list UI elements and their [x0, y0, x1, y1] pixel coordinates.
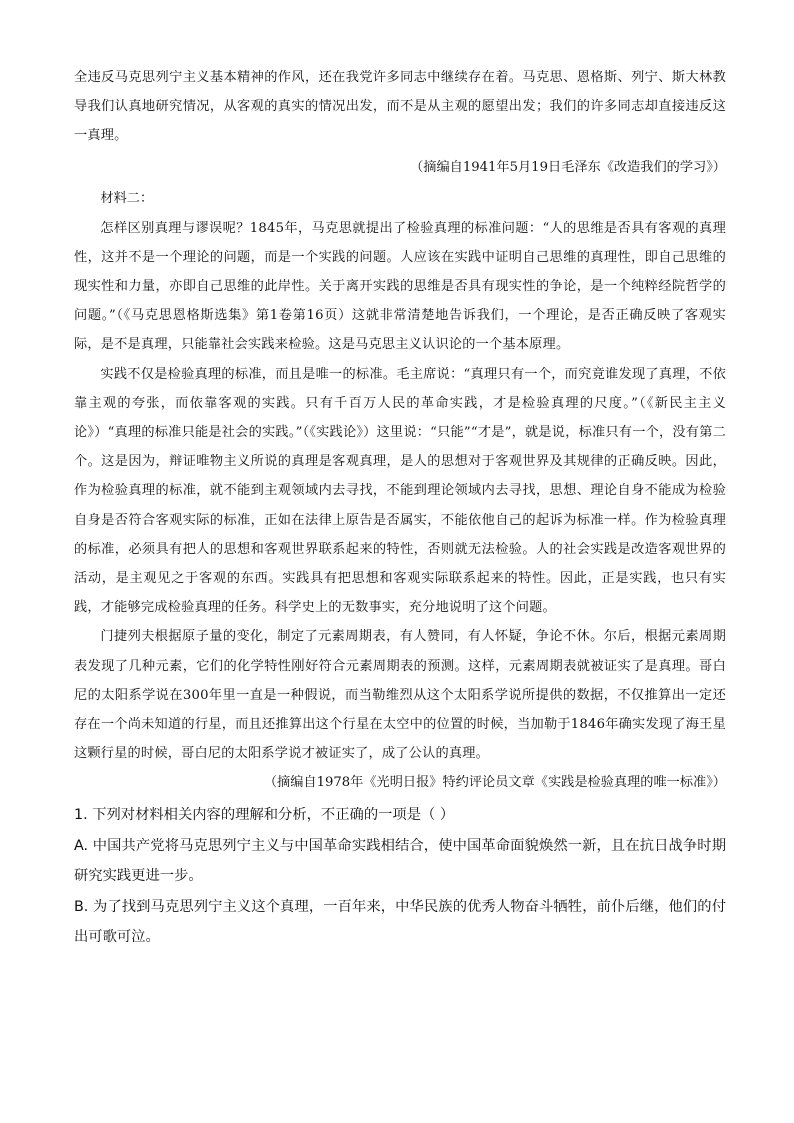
material2-paragraph-1: 怎样区别真理与谬误呢？1845年，马克思就提出了检验真理的标准问题：“人的思维是否具有客观的真理性，这并不是一个理论的问题，而是一个实践的问题。人应该在实践中证明自己思维的真理性，即自己思维的现实性和力量，亦即自己思维的此岸性。关于离开实践的思维是否具有现实性的争论，是一个纯粹经院哲学的问题。”（《马克思恩格斯选集》第1卷第16页）这就非常清楚地告诉我们，一个理论，是否正确反映了客观实际，是不是真理，只能靠社会实践来检验。这是马克思主义认识论的一个基本原理。: [74, 220, 726, 353]
material2-label: 材料二：: [100, 190, 154, 206]
document-page: [74, 63, 726, 953]
material2-source: （摘编自1978年《光明日报》特约评论员文章《实践是检验真理的唯一标准》）: [263, 775, 726, 791]
option-b: B. 为了找到马克思列宁主义这个真理，一百年来，中华民族的优秀人物奋斗牺牲，前仆后继，他们的付出可歌可泣。: [74, 898, 726, 946]
material2-paragraph-2: 实践不仅是检验真理的标准，而且是唯一的标准。毛主席说：“真理只有一个，而究竟谁发现了真理，不依靠主观的夸张，而依靠客观的实践。只有千百万人民的革命实践，才是检验真理的尺度。”（《新民主主义论》）“真理的标准只能是社会的实践。”（《实践论》）这里说：“只能”“才是”，就是说，标准只有一个，没有第二个。这是因为，辩证唯物主义所说的真理是客观真理，是人的思想对于客观世界及其规律的正确反映。因此，作为检验真理的标准，就不能到主观领域内去寻找，不能到理论领域内去寻找，思想、理论自身不能成为检验自身是否符合客观实际的标准，正如在法律上原告是否属实，不能依他自己的起诉为标准一样。作为检验真理的标准，必须具有把人的思想和客观世界联系起来的特性，否则就无法检验。人的社会实践是改造客观世界的活动，是主观见之于客观的东西。实践具有把思想和客观实际联系起来的特性。因此，正是实践，也只有实践，才能够完成检验真理的任务。科学史上的无数事实，充分地说明了这个问题。: [74, 366, 726, 616]
material1-source: （摘编自1941年5月19日毛泽东《改造我们的学习》）: [410, 159, 726, 175]
material1-tail-paragraph: 全违反马克思列宁主义基本精神的作风，还在我党许多同志中继续存在着。马克思、恩格斯、列宁、斯大林教导我们认真地研究情况，从客观的真实的情况出发，而不是从主观的愿望出发；我们的许多同志却直接违反这一真理。: [74, 70, 726, 144]
option-a: A. 中国共产党将马克思列宁主义与中国革命实践相结合，使中国革命面貌焕然一新，且在抗日战争时期研究实践更进一步。: [74, 837, 726, 885]
material2-paragraph-3: 门捷列夫根据原子量的变化，制定了元素周期表，有人赞同，有人怀疑，争论不休。尔后，根据元素周期表发现了几种元素，它们的化学特性刚好符合元素周期表的预测。这样，元素周期表就被证实了是真理。哥白尼的太阳系学说在300年里一直是一种假说，而当勒维烈从这个太阳系学说所提供的数据，不仅推算出一定还存在一个尚未知道的行星，而且还推算出这个行星在太空中的位置的时候，当加勒于1846年确实发现了海王星这颗行星的时候，哥白尼的太阳系学说才被证实了，成了公认的真理。: [74, 629, 726, 762]
question-stem: 1. 下列对材料相关内容的理解和分析，不正确的一项是（ ）: [74, 807, 455, 824]
